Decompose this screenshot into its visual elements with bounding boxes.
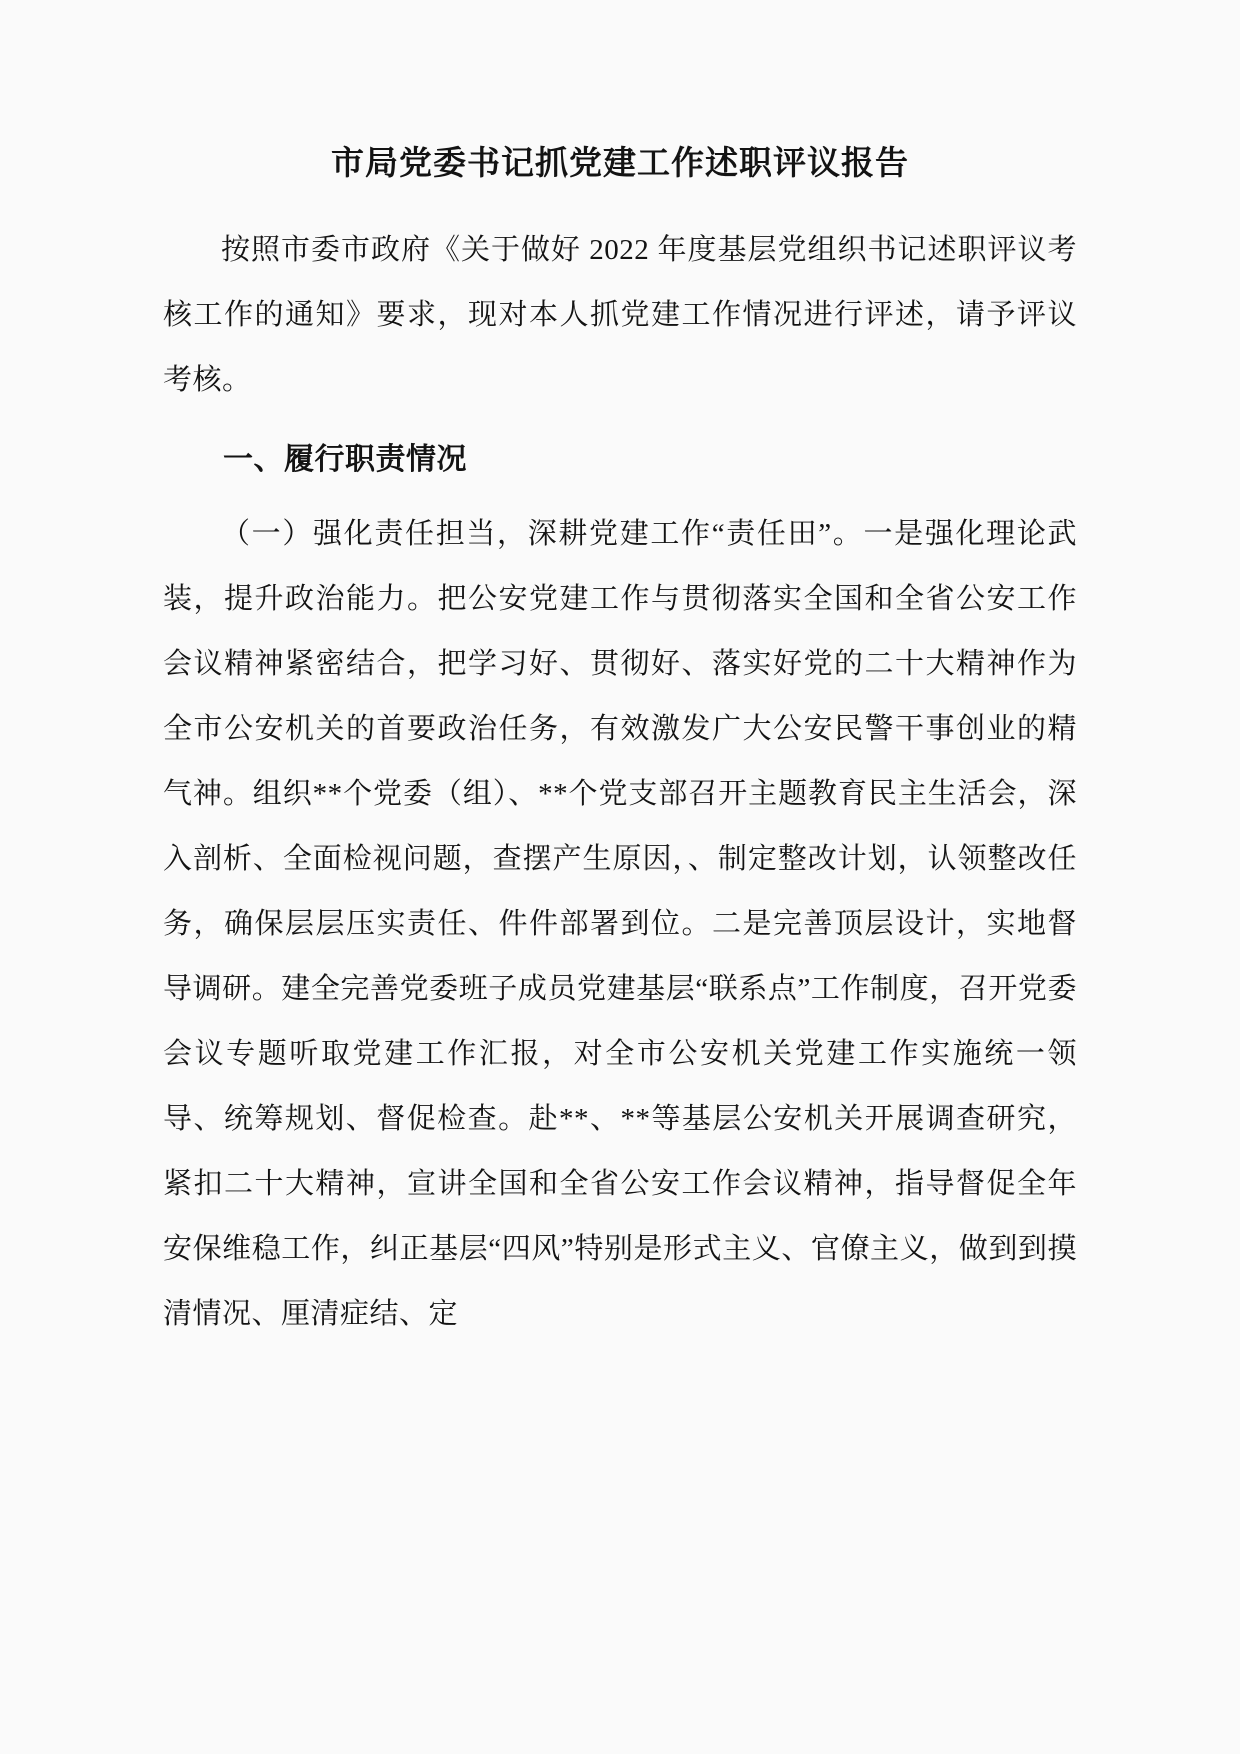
intro-paragraph: 按照市委市政府《关于做好 2022 年度基层党组织书记述职评议考核工作的通知》要求，现对本人抓党建工作情况进行评述，请予评议考核。 xyxy=(163,234,1077,396)
section-heading-duties: 一、履行职责情况 xyxy=(223,443,467,476)
body-paragraph: （一）强化责任担当，深耕党建工作“责任田”。一是强化理论武装，提升政治能力。把公安党建工作与贯彻落实全国和全省公安工作会议精神紧密结合，把学习好、贯彻好、落实好党的二十大精神作为全市公安机关的首要政治任务，有效激发广大公安民警干事创业的精气神。组织**个党委（组）、**个党支部召开主题教育民主生活会，深入剖析、全面检视问题，查摆产生原因，、制定整改计划，认领整改任务，确保层层压实责任、件件部署到位。二是完善顶层设计，实地督导调研。建全完善党委班子成员党建基层“联系点”工作制度，召开党委会议专题听取党建工作汇报，对全市公安机关党建工作实施统一领导、统筹规划、督促检查。赴**、**等基层公安机关开展调查研究，紧扣二十大精神，宣讲全国和全省公安工作会议精神，指导督促全年安保维稳工作，纠正基层“四风”特别是形式主义、官僚主义，做到到摸清情况、厘清症结、定 xyxy=(163,518,1077,1330)
document-title: 市局党委书记抓党建工作述职评议报告 xyxy=(331,146,909,182)
